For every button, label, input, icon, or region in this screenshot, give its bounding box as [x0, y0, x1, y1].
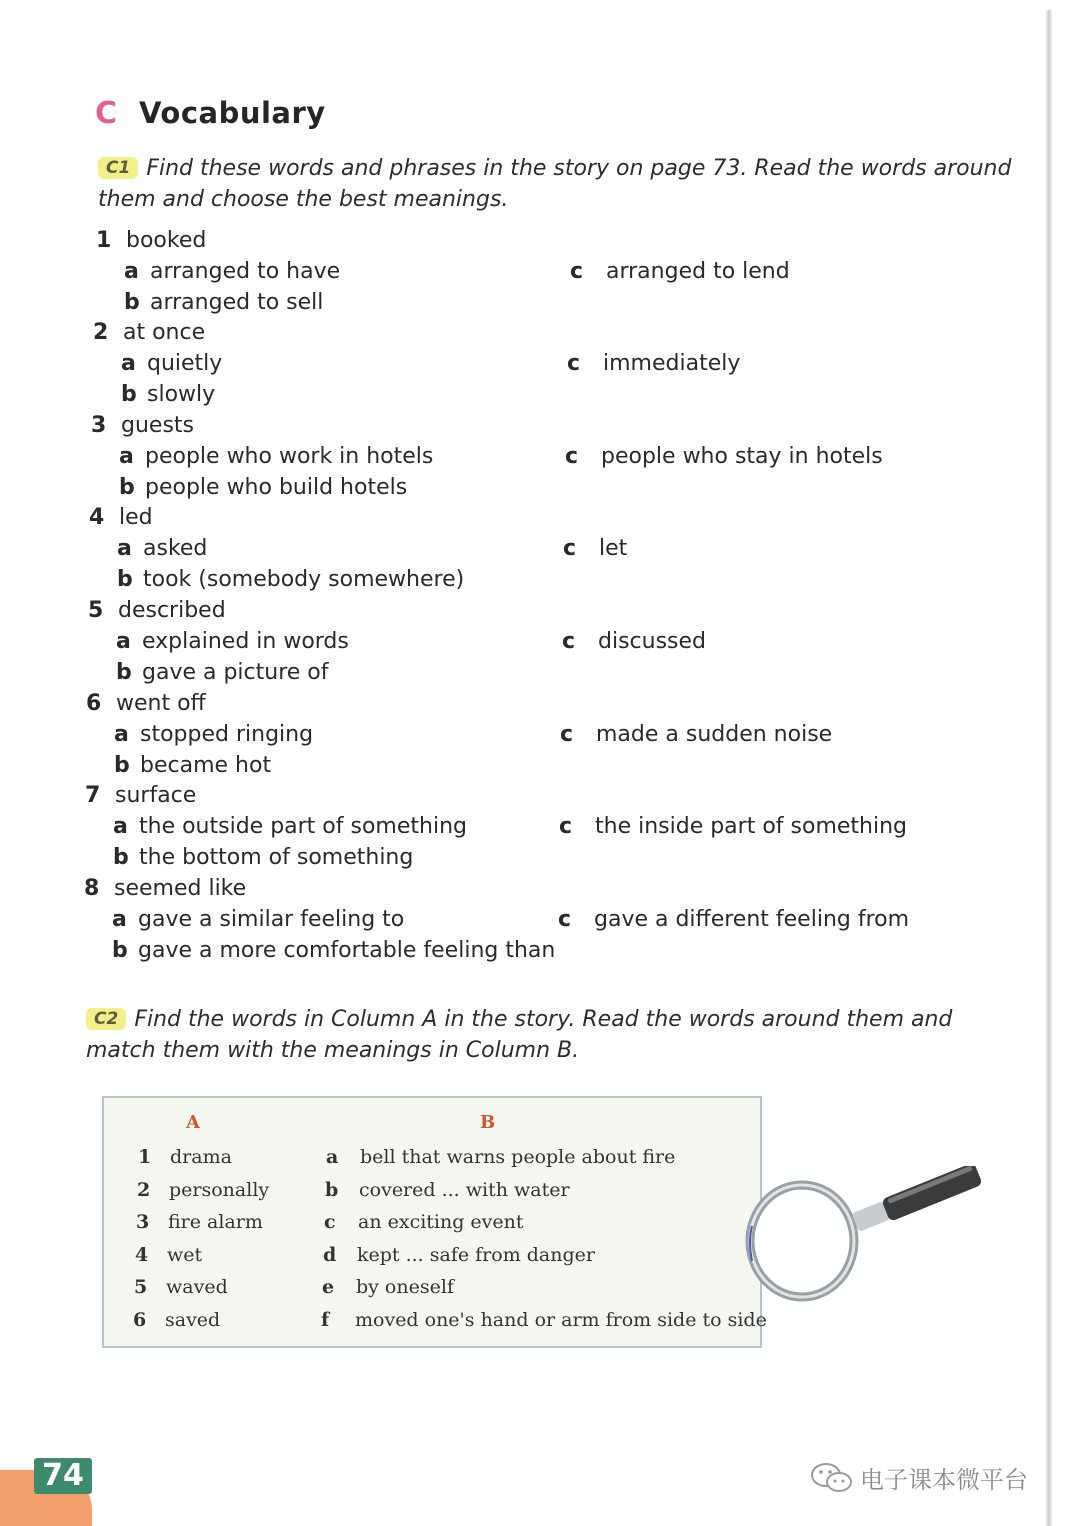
question-word: guests	[121, 413, 194, 438]
question-item	[93, 318, 205, 348]
option-text: gave a more comfortable feeling than	[138, 938, 556, 963]
column-a-word: drama	[170, 1146, 232, 1168]
matching-table	[102, 1096, 767, 1348]
option-text: the outside part of something	[139, 814, 467, 839]
option-letter: c	[567, 351, 581, 376]
option-text: gave a different feeling from	[594, 907, 910, 932]
option-b	[114, 751, 271, 781]
column-b-letter: b	[325, 1179, 339, 1201]
question-word: went off	[116, 691, 206, 716]
page-spine	[1046, 10, 1052, 1526]
option-text: made a sudden noise	[596, 722, 833, 747]
option-a	[113, 812, 467, 842]
magnifying-glass-icon	[742, 1166, 992, 1306]
column-a-word: fire alarm	[168, 1211, 263, 1233]
section-title: Vocabulary	[139, 96, 326, 130]
column-b-letter: c	[324, 1211, 336, 1233]
column-a-number: 4	[135, 1244, 149, 1266]
option-text: quietly	[147, 351, 223, 376]
section-letter: C	[95, 96, 118, 131]
option-c	[563, 534, 627, 564]
option-letter: c	[559, 814, 573, 839]
column-a-number: 3	[136, 1211, 150, 1233]
option-letter: b	[116, 660, 132, 685]
question-number: 6	[86, 691, 102, 716]
column-a-number: 5	[134, 1276, 148, 1298]
column-b-letter: d	[323, 1244, 337, 1266]
question-word: described	[118, 598, 226, 623]
wechat-icon	[810, 1461, 854, 1495]
column-a-number: 6	[133, 1309, 147, 1331]
question-number: 4	[89, 505, 105, 530]
option-b	[119, 473, 407, 503]
column-b-row	[321, 1307, 767, 1333]
column-b-meaning: moved one's hand or arm from side to side	[355, 1309, 767, 1331]
page-number: 74	[34, 1458, 92, 1494]
c1-instructions	[98, 153, 1011, 215]
c1-instruction-line1: Find these words and phrases in the story on page 73. Read the words around	[146, 156, 1012, 181]
column-a-word: saved	[165, 1309, 221, 1331]
option-letter: a	[121, 351, 136, 376]
c2-instruction-line1: Find the words in Column A in the story. Read the words around them and	[134, 1007, 953, 1032]
watermark	[810, 1460, 1028, 1495]
question-number: 8	[84, 876, 100, 901]
question-number: 5	[88, 598, 104, 623]
option-text: became hot	[140, 753, 272, 778]
column-b-meaning: by oneself	[356, 1276, 454, 1298]
option-letter: c	[570, 259, 584, 284]
column-b-meaning: bell that warns people about fire	[360, 1146, 676, 1168]
option-text: people who build hotels	[145, 475, 408, 500]
question-word: led	[119, 505, 153, 530]
question-number: 2	[93, 320, 109, 345]
option-text: the bottom of something	[139, 845, 414, 870]
c2-tag: C2	[86, 1008, 126, 1030]
option-a	[114, 720, 313, 750]
option-c	[567, 349, 740, 379]
question-item	[88, 596, 226, 626]
option-text: slowly	[147, 382, 216, 407]
option-letter: a	[124, 259, 139, 284]
option-c	[558, 905, 909, 935]
question-item	[89, 503, 153, 533]
option-letter: a	[114, 722, 129, 747]
option-letter: a	[112, 907, 127, 932]
column-a-word: wet	[167, 1244, 203, 1266]
c1-tag: C1	[98, 157, 138, 179]
question-item	[96, 226, 206, 256]
option-text: immediately	[603, 351, 741, 376]
option-b	[121, 380, 215, 410]
question-number: 1	[96, 228, 112, 253]
column-b-row	[324, 1209, 744, 1235]
option-letter: b	[112, 938, 128, 963]
column-a-header: A	[186, 1112, 200, 1133]
section-heading	[95, 96, 326, 131]
option-text: took (somebody somewhere)	[143, 567, 465, 592]
column-a-word: personally	[169, 1179, 270, 1201]
column-b-letter: a	[326, 1146, 339, 1168]
option-text: arranged to sell	[150, 290, 324, 315]
column-a-row	[135, 1242, 315, 1268]
option-text: asked	[143, 536, 208, 561]
c2-instructions	[86, 1004, 952, 1066]
option-letter: c	[560, 722, 574, 747]
c2-instruction-line2: match them with the meanings in Column B.	[86, 1038, 580, 1063]
column-a-row	[133, 1307, 313, 1333]
column-a-number: 2	[137, 1179, 151, 1201]
question-item	[85, 781, 196, 811]
option-text: gave a similar feeling to	[138, 907, 405, 932]
option-text: arranged to have	[150, 259, 341, 284]
option-text: stopped ringing	[140, 722, 314, 747]
question-item	[84, 874, 246, 904]
option-c	[570, 257, 790, 287]
question-number: 7	[85, 783, 101, 808]
watermark-text: 电子课本微平台	[860, 1466, 1028, 1494]
option-c	[560, 720, 832, 750]
option-letter: b	[119, 475, 135, 500]
option-b	[113, 843, 413, 873]
option-text: arranged to lend	[606, 259, 790, 284]
option-letter: a	[119, 444, 134, 469]
column-a-number: 1	[138, 1146, 152, 1168]
option-letter: c	[563, 536, 577, 561]
option-c	[562, 627, 706, 657]
option-b	[116, 658, 329, 688]
option-a	[119, 442, 433, 472]
option-letter: b	[124, 290, 140, 315]
option-letter: a	[113, 814, 128, 839]
option-letter: c	[558, 907, 572, 932]
column-b-letter: f	[321, 1309, 330, 1331]
option-letter: a	[116, 629, 131, 654]
column-b-row	[325, 1177, 745, 1203]
question-word: surface	[115, 783, 197, 808]
option-text: let	[599, 536, 628, 561]
option-text: people who stay in hotels	[601, 444, 883, 469]
option-a	[121, 349, 222, 379]
question-number: 3	[91, 413, 107, 438]
option-letter: b	[114, 753, 130, 778]
question-item	[91, 411, 194, 441]
option-a	[124, 257, 340, 287]
column-b-meaning: kept ... safe from danger	[357, 1244, 595, 1266]
option-a	[116, 627, 349, 657]
option-letter: a	[117, 536, 132, 561]
option-letter: b	[117, 567, 133, 592]
option-letter: c	[565, 444, 579, 469]
option-text: the inside part of something	[595, 814, 908, 839]
column-b-header: B	[480, 1112, 496, 1133]
column-a-row	[134, 1274, 314, 1300]
question-word: seemed like	[114, 876, 247, 901]
option-b	[124, 288, 323, 318]
question-word: at once	[123, 320, 206, 345]
column-b-row	[323, 1242, 743, 1268]
option-b	[117, 565, 464, 595]
column-b-row	[322, 1274, 742, 1300]
option-text: people who work in hotels	[145, 444, 434, 469]
option-text: explained in words	[142, 629, 349, 654]
column-a-row	[136, 1209, 316, 1235]
column-a-row	[137, 1177, 317, 1203]
column-a-row	[138, 1144, 318, 1170]
c1-instruction-line2: them and choose the best meanings.	[98, 187, 509, 212]
option-text: gave a picture of	[142, 660, 329, 685]
column-b-letter: e	[322, 1276, 335, 1298]
option-letter: b	[113, 845, 129, 870]
option-c	[565, 442, 883, 472]
option-a	[117, 534, 207, 564]
question-word: booked	[126, 228, 207, 253]
column-b-row	[326, 1144, 746, 1170]
option-b	[112, 936, 555, 966]
column-b-meaning: covered ... with water	[359, 1179, 570, 1201]
option-c	[559, 812, 907, 842]
option-letter: b	[121, 382, 137, 407]
option-letter: c	[562, 629, 576, 654]
option-a	[112, 905, 404, 935]
question-item	[86, 689, 206, 719]
column-a-word: waved	[166, 1276, 228, 1298]
column-b-meaning: an exciting event	[358, 1211, 524, 1233]
option-text: discussed	[598, 629, 707, 654]
